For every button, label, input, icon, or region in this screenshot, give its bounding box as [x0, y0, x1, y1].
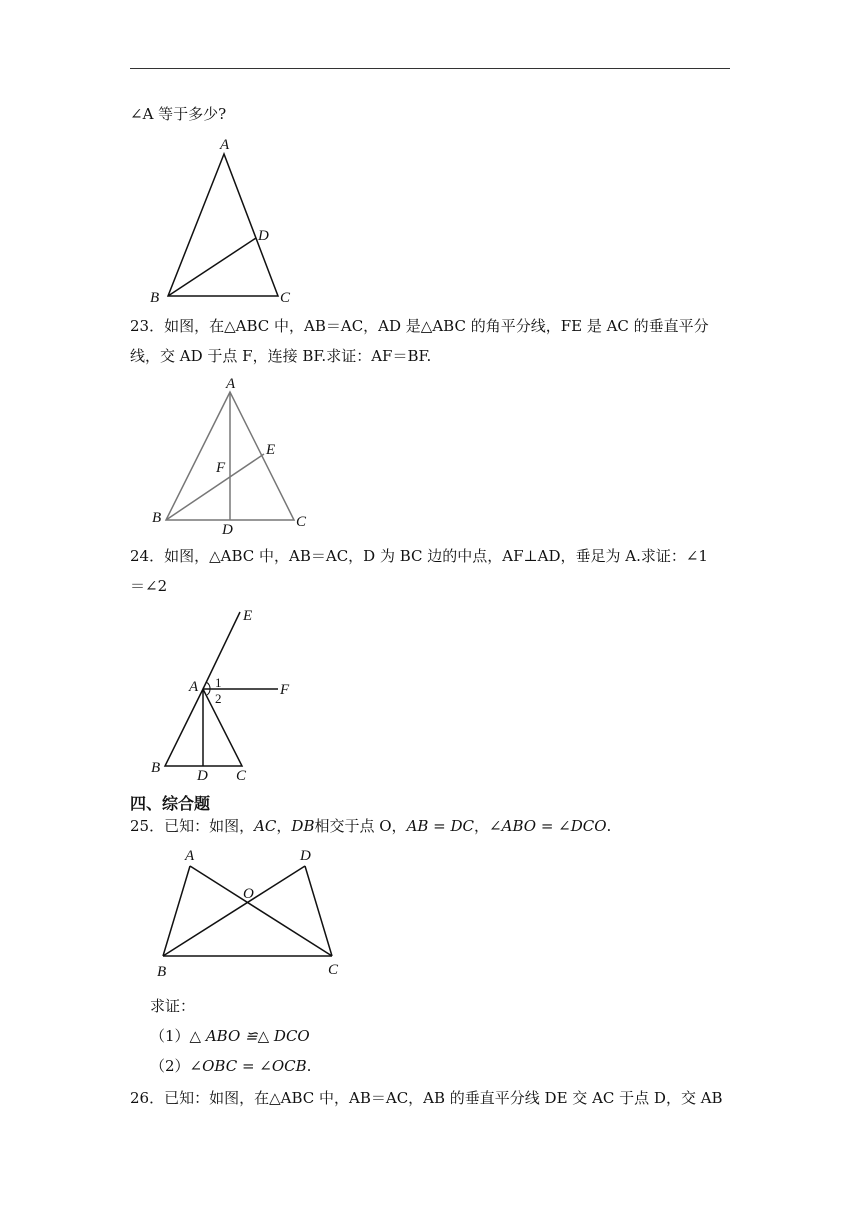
- label-d: D: [258, 228, 269, 244]
- figure-q25-crossed-triangles: [145, 842, 355, 982]
- q25-math-ab-dc: AB = DC: [406, 817, 475, 835]
- label-e: E: [243, 608, 253, 624]
- q25-sep-1: ，: [276, 817, 292, 835]
- q25-part-2-end: .: [306, 1057, 312, 1075]
- section-title: 四、综合题: [130, 794, 211, 813]
- angle-2-arc: [207, 689, 210, 695]
- header-rule: [130, 68, 730, 69]
- label-a: A: [226, 376, 236, 392]
- label-c: C: [236, 768, 247, 784]
- q25-line-1: [130, 816, 730, 836]
- label-f: F: [280, 682, 290, 698]
- label-b: B: [152, 510, 162, 526]
- label-a: A: [189, 679, 199, 695]
- label-d: D: [300, 848, 311, 864]
- q25-mid: 相交于点 O，: [314, 817, 407, 835]
- q22-question-tail: ∠A 等于多少?: [130, 105, 227, 123]
- q25-end: .: [606, 817, 612, 835]
- segment-db: [163, 866, 305, 956]
- q24-line-2: ＝∠2: [130, 577, 168, 595]
- label-b: B: [150, 290, 160, 306]
- label-b: B: [151, 760, 161, 776]
- figure-q23-triangle: [140, 372, 320, 542]
- q25-sep-2: ，: [474, 817, 490, 835]
- q24-line-1: 24．如图，△ABC 中，AB＝AC，D 为 BC 边的中点，AF⊥AD，垂足为 A.求证：∠1: [130, 547, 708, 565]
- segment-ac: [190, 866, 332, 956]
- label-o: O: [243, 886, 254, 902]
- q23-line-1: 23．如图，在△ABC 中，AB＝AC，AD 是△ABC 的角平分线，FE 是 AC 的垂直平分: [130, 317, 709, 335]
- segment-ab: [163, 866, 190, 956]
- q25-part-1-math: △ ABO ≌△ DCO: [189, 1027, 310, 1045]
- q25-part-2-math: ∠OBC = ∠OCB: [189, 1057, 307, 1075]
- q25-math-ac: AC: [254, 817, 277, 835]
- label-d: D: [222, 522, 233, 538]
- label-c: C: [296, 514, 307, 530]
- ray-ae: [203, 612, 240, 689]
- figure-q24-triangle: [140, 600, 310, 786]
- label-b: B: [157, 964, 167, 980]
- q25-prove-label: 求证：: [150, 997, 196, 1015]
- segment-be: [166, 454, 264, 520]
- q25-part-2: [150, 1056, 750, 1076]
- triangle-abc: [168, 154, 278, 296]
- q25-prefix: 25．已知：如图，: [130, 817, 255, 835]
- q25-part-1-label: （1）: [150, 1027, 190, 1045]
- q25-part-1: [150, 1026, 750, 1046]
- q26-line-1: 26．已知：如图，在△ABC 中，AB＝AC，AB 的垂直平分线 DE 交 AC 于点 D，交 AB: [130, 1089, 723, 1107]
- segment-bd: [168, 238, 256, 296]
- label-a: A: [220, 137, 230, 153]
- label-d: D: [197, 768, 208, 784]
- q25-part-2-label: （2）: [150, 1057, 190, 1075]
- label-f: F: [216, 460, 226, 476]
- label-a: A: [185, 848, 195, 864]
- q25-math-angles: ∠ABO = ∠DCO: [489, 817, 607, 835]
- segment-dc: [305, 866, 332, 956]
- angle-label-2: 2: [215, 691, 222, 706]
- angle-label-1: 1: [215, 675, 222, 690]
- label-c: C: [280, 290, 291, 306]
- label-c: C: [328, 962, 339, 978]
- label-e: E: [266, 442, 276, 458]
- figure-q22-triangle: [140, 132, 310, 312]
- q23-line-2: 线，交 AD 于点 F，连接 BF.求证：AF＝BF.: [130, 347, 432, 365]
- q25-math-db: DB: [291, 817, 315, 835]
